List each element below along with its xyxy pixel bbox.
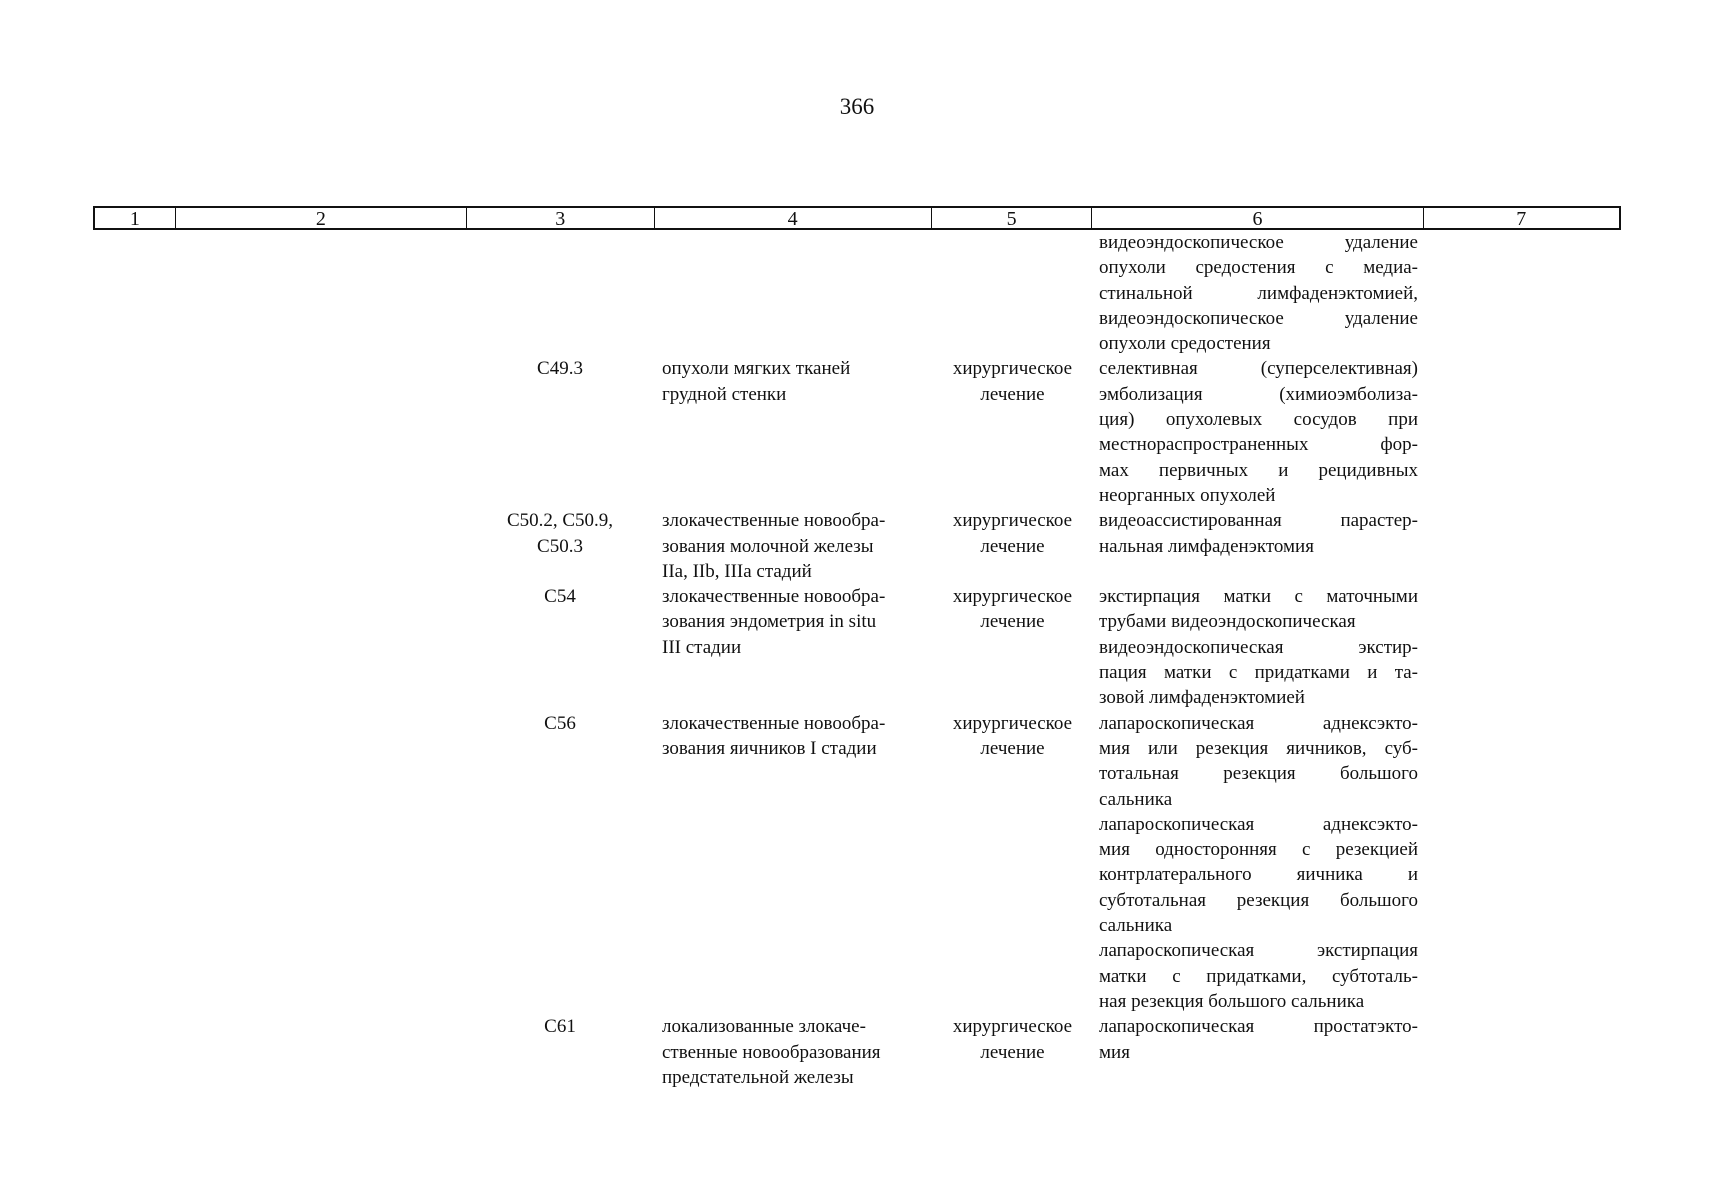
treatment-type-cell bbox=[932, 356, 1093, 508]
icd-code-cell bbox=[466, 508, 654, 584]
cell-line: трубами видеоэндоскопическая bbox=[1099, 611, 1356, 633]
cell-line: селективная (суперселективная) bbox=[1099, 358, 1418, 380]
icd-code-cell bbox=[466, 1014, 654, 1090]
cell-line: зования эндометрия in situ bbox=[662, 611, 877, 633]
treatment-type-cell bbox=[932, 584, 1093, 710]
group-name-cell bbox=[174, 508, 466, 584]
icd-code-cell bbox=[466, 584, 654, 710]
cell-line: лечение bbox=[980, 611, 1045, 633]
cell-line: C56 bbox=[544, 712, 576, 734]
cell-line: нальная лимфаденэктомия bbox=[1099, 535, 1314, 557]
table-row bbox=[93, 1014, 1621, 1090]
cell-line: ция) опухолевых сосудов при bbox=[1099, 409, 1418, 431]
column-header-1: 1 bbox=[95, 208, 176, 228]
cell-line: сальника bbox=[1099, 915, 1173, 937]
cell-line: лапароскопическая аднексэкто- bbox=[1099, 813, 1418, 835]
cost-cell bbox=[1425, 584, 1621, 710]
table-row bbox=[93, 711, 1621, 1015]
cell-line: локализованные злокаче- bbox=[662, 1016, 866, 1038]
cell-line: лапароскопическая аднексэкто- bbox=[1099, 712, 1418, 734]
cell-line: видеоэндоскопическая экстир- bbox=[1099, 636, 1418, 658]
cell-line: сальника bbox=[1099, 788, 1173, 810]
cell-line: матки с придатками, субтоталь- bbox=[1099, 965, 1418, 987]
cost-cell bbox=[1425, 508, 1621, 584]
cell-line: IIa, IIb, IIIa стадий bbox=[662, 560, 812, 582]
cell-line: лапароскопическая экстирпация bbox=[1099, 940, 1418, 962]
cell-line: лечение bbox=[980, 1041, 1045, 1063]
column-header-2: 2 bbox=[176, 208, 467, 228]
cell-line: зования яичников I стадии bbox=[662, 737, 877, 759]
cell-line: опухоли средостения bbox=[1099, 333, 1271, 355]
cell-line: C50.2, C50.9, bbox=[506, 510, 614, 532]
cell-line: стинальной лимфаденэктомией, bbox=[1099, 282, 1418, 304]
column-header-5: 5 bbox=[932, 208, 1093, 228]
group-name-cell bbox=[174, 230, 466, 356]
patient-model-cell bbox=[654, 356, 932, 508]
number-cell bbox=[93, 1014, 174, 1090]
cell-line: C50.3 bbox=[537, 535, 583, 557]
treatment-type-cell bbox=[932, 508, 1093, 584]
cell-line: мия или резекция яичников, суб- bbox=[1099, 737, 1418, 759]
cell-line: III стадии bbox=[662, 636, 742, 658]
table-row bbox=[93, 584, 1621, 710]
column-header-6: 6 bbox=[1092, 208, 1423, 228]
treatment-type-cell bbox=[932, 711, 1093, 1015]
cell-line: хирургическое bbox=[952, 510, 1073, 532]
cell-line: контрлатерального яичника и bbox=[1099, 864, 1418, 886]
patient-model-cell bbox=[654, 584, 932, 710]
patient-model-cell bbox=[654, 508, 932, 584]
cell-line: лечение bbox=[980, 383, 1045, 405]
table-body bbox=[93, 230, 1621, 1090]
column-header-7: 7 bbox=[1516, 208, 1527, 230]
number-cell bbox=[93, 584, 174, 710]
cell-line: предстательной железы bbox=[662, 1066, 854, 1088]
cell-line: злокачественные новообра- bbox=[662, 712, 886, 734]
cell-line: злокачественные новообра- bbox=[662, 510, 886, 532]
cell-line: неорганных опухолей bbox=[1099, 484, 1276, 506]
cell-line: опухоли мягких тканей bbox=[662, 358, 851, 380]
cost-cell bbox=[1425, 1014, 1621, 1090]
cell-line: лапароскопическая простатэкто- bbox=[1099, 1016, 1418, 1038]
treatment-method-cell bbox=[1093, 508, 1425, 584]
cell-line: зовой лимфаденэктомией bbox=[1099, 687, 1305, 709]
cell-line: хирургическое bbox=[952, 712, 1073, 734]
cell-line: субтотальная резекция большого bbox=[1099, 889, 1418, 911]
cell-line: зования молочной железы bbox=[662, 535, 874, 557]
treatment-type-cell bbox=[932, 1014, 1093, 1090]
group-name-cell bbox=[174, 711, 466, 1015]
icd-code-cell bbox=[466, 230, 654, 356]
cell-line: лечение bbox=[980, 737, 1045, 759]
treatment-method-cell bbox=[1093, 711, 1425, 1015]
group-name-cell bbox=[174, 1014, 466, 1090]
cell-line: видеоэндоскопическое удаление bbox=[1099, 307, 1418, 329]
cost-cell bbox=[1425, 230, 1621, 356]
treatment-method-cell bbox=[1093, 230, 1425, 356]
treatment-method-cell bbox=[1093, 584, 1425, 710]
number-cell bbox=[93, 230, 174, 356]
column-header-4: 4 bbox=[655, 208, 932, 228]
cell-line: хирургическое bbox=[952, 1016, 1073, 1038]
cell-line: C54 bbox=[544, 586, 576, 608]
cell-line: ная резекция большого сальника bbox=[1099, 990, 1365, 1012]
cell-line: грудной стенки bbox=[662, 383, 787, 405]
group-name-cell bbox=[174, 356, 466, 508]
treatment-method-cell bbox=[1093, 356, 1425, 508]
icd-code-cell bbox=[466, 356, 654, 508]
cell-line: опухоли средостения с медиа- bbox=[1099, 257, 1418, 279]
table-row bbox=[93, 230, 1621, 356]
group-name-cell bbox=[174, 584, 466, 710]
patient-model-cell bbox=[654, 230, 932, 356]
table-row bbox=[93, 508, 1621, 584]
cell-line: хирургическое bbox=[952, 358, 1073, 380]
number-cell bbox=[93, 508, 174, 584]
cell-line: видеоассистированная парастер- bbox=[1099, 510, 1418, 532]
cell-line: мах первичных и рецидивных bbox=[1099, 459, 1418, 481]
cell-line: ственные новообразования bbox=[662, 1041, 881, 1063]
treatment-table bbox=[93, 206, 1621, 1090]
patient-model-cell bbox=[654, 711, 932, 1015]
cell-line: лечение bbox=[980, 535, 1045, 557]
treatment-method-cell bbox=[1093, 1014, 1425, 1090]
cell-line: хирургическое bbox=[952, 586, 1073, 608]
cell-line: C61 bbox=[544, 1016, 576, 1038]
column-header-3: 3 bbox=[467, 208, 655, 228]
cell-line: видеоэндоскопическое удаление bbox=[1099, 232, 1418, 253]
table-header-row bbox=[93, 206, 1621, 230]
icd-code-cell bbox=[466, 711, 654, 1015]
page-number: 366 bbox=[839, 94, 875, 119]
cell-line: злокачественные новообра- bbox=[662, 586, 886, 608]
cost-cell bbox=[1425, 356, 1621, 508]
cell-line: тотальная резекция большого bbox=[1099, 763, 1418, 785]
patient-model-cell bbox=[654, 1014, 932, 1090]
cell-line: экстирпация матки с маточными bbox=[1099, 586, 1418, 608]
cell-line: C49.3 bbox=[537, 358, 583, 380]
cell-line: мия односторонняя с резекцией bbox=[1099, 839, 1418, 861]
table-row bbox=[93, 356, 1621, 508]
cell-line: мия bbox=[1099, 1041, 1130, 1063]
number-cell bbox=[93, 711, 174, 1015]
cell-line: эмболизация (химиоэмболиза- bbox=[1099, 383, 1418, 405]
treatment-type-cell bbox=[932, 230, 1093, 356]
number-cell bbox=[93, 356, 174, 508]
cell-line: пация матки с придатками и та- bbox=[1099, 662, 1418, 684]
cost-cell bbox=[1425, 711, 1621, 1015]
cell-line: местнораспространенных фор- bbox=[1099, 434, 1418, 456]
